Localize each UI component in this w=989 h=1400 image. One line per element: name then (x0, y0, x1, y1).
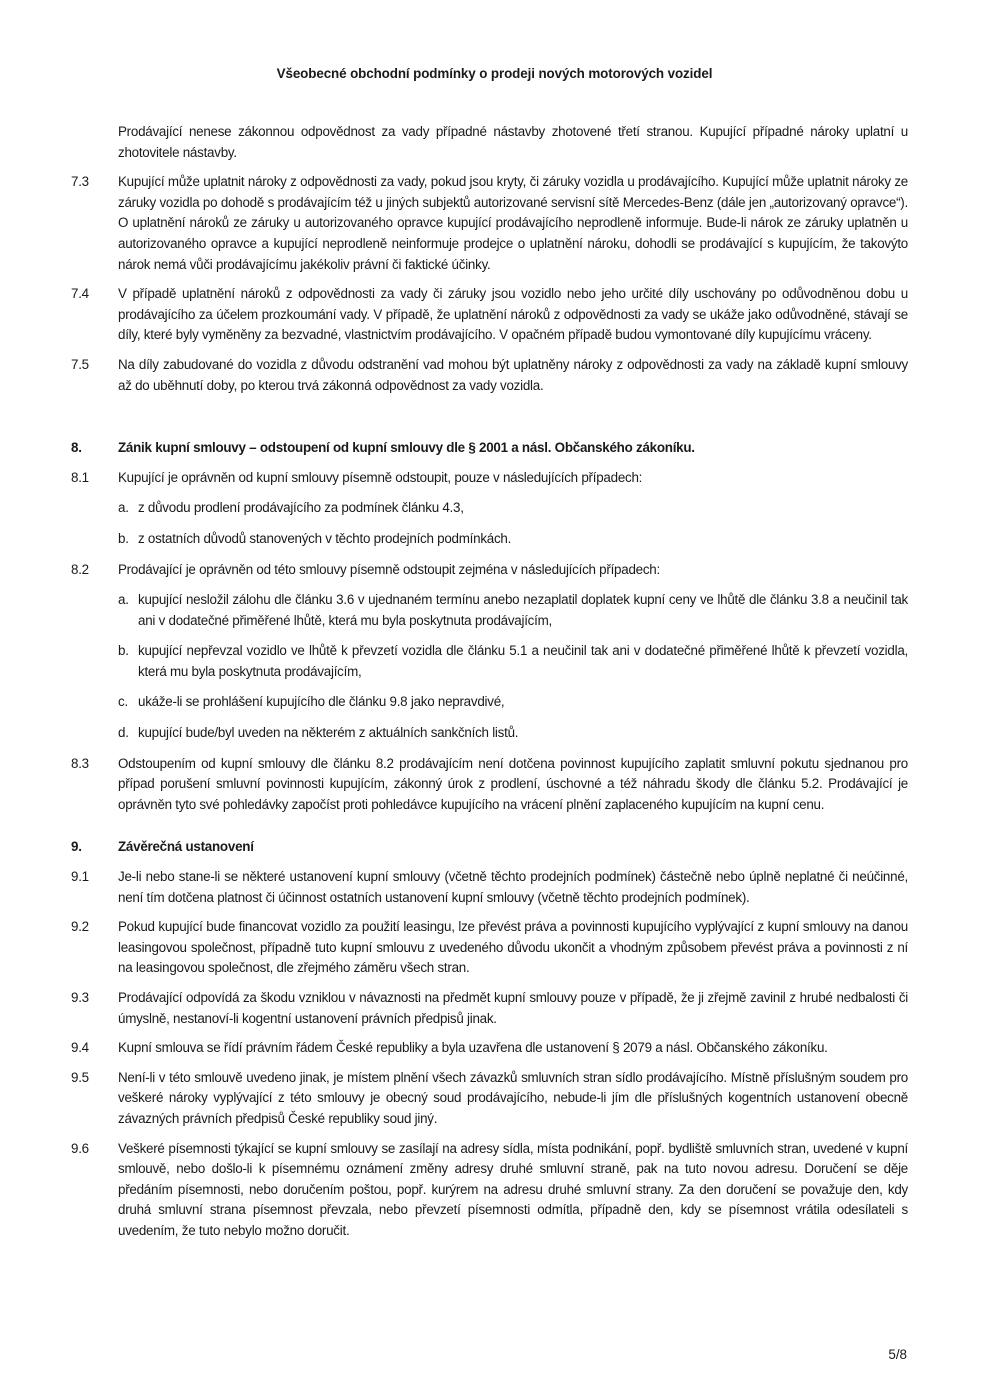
sub-item-8-2-c (118, 692, 908, 713)
clause-9-6 (71, 1139, 908, 1242)
clause-number: 9.3 (71, 990, 89, 1005)
sub-item-text: kupující bude/byl uveden na některém z aktuálních sankčních listů. (138, 725, 519, 741)
clause-text: Prodávající odpovídá za škodu vzniklou v návaznosti na předmět kupní smlouvy pouze v případě, že ji zřejmě zavinil z hrubé nedbalosti či úmyslně, nestanoví-li kogentní ustanovení právních předpisů jinak. (118, 990, 908, 1026)
sub-item-8-2-d (118, 723, 908, 744)
clause-9-1 (71, 867, 908, 908)
sub-item-label: d. (118, 725, 129, 741)
section-title: Zánik kupní smlouvy – odstoupení od kupní smlouvy dle § 2001 a násl. Občanského zákoníku. (118, 440, 695, 456)
clause-number: 7.5 (71, 356, 89, 372)
clause-9-3 (71, 988, 908, 1029)
sub-item-label: a. (118, 592, 129, 608)
document-body (71, 122, 908, 1242)
section-8-heading (71, 438, 908, 459)
clause-number: 7.3 (71, 174, 89, 190)
clause-7-4 (71, 284, 908, 346)
clause-text: Na díly zabudované do vozidla z důvodu odstranění vad mohou být uplatněny nároky z odpovědnosti za vady na základě kupní smlouvy až do uběhnutí doby, po kterou trvá zákonná odpovědnost za vady vozidla. (118, 356, 908, 393)
sub-item-8-1-a (118, 498, 908, 519)
clause-text: V případě uplatnění nároků z odpovědnosti za vady či záruky jsou vozidlo nebo jeho určité díly uschovány po odůvodněnou dobu u prodávajícího za účelem prozkoumání vady. V případě, že uplatnění nároků z odpovědnosti za vady se ukáže jako odůvodněné, stávají se díly, které byly vyměněny za bezvadné, vlastnictvím prodávajícího. V opačném případě budou vymontované díly kupujícímu vráceny. (118, 286, 908, 343)
clause-text: Kupující je oprávněn od kupní smlouvy písemně odstoupit, pouze v následujících případech: (118, 469, 643, 485)
sub-item-label: a. (118, 500, 129, 516)
section-title: Závěrečná ustanovení (118, 839, 254, 855)
sub-item-text: z důvodu prodlení prodávajícího za podmínek článku 4.3, (138, 500, 464, 516)
clause-text: Je-li nebo stane-li se některé ustanovení kupní smlouvy (včetně těchto prodejních podmínek) částečně nebo úplně neplatné či neúčinné, není tím dotčena platnost či účinnost ostatních ustanovení kupní smlouvy (včetně těchto prodejních podmínek). (118, 869, 908, 905)
clause-number: 9.4 (71, 1040, 89, 1056)
clause-9-5 (71, 1068, 908, 1130)
clause-number: 9.1 (71, 869, 89, 885)
clause-text: Veškeré písemnosti týkající se kupní smlouvy se zasílají na adresy sídla, místa podnikání, popř. bydliště smluvních stran, uvedené v kupní smlouvě, nebo došlo-li k písemnému oznámení změny adresy druhé smluvní straně, pak na tuto novou adresu. Doručení se děje předáním písemnosti, nebo doručením poštou, popř. kurýrem na adresu druhé smluvní strany. Za den doručení se považuje den, kdy druhá smluvní strana písemnost převzala, nebo převzetí písemnosti odmítla, případně den, kdy se písemnost vrátila odesílateli s uvedením, že tuto nebylo možno doručit. (118, 1140, 908, 1238)
page-number: 5/8 (888, 1347, 907, 1362)
sub-item-8-2-b (118, 641, 908, 682)
clause-text: Odstoupením od kupní smlouvy dle článku 8.2 prodávajícím není dotčena povinnost kupujícího zaplatit smluvní pokutu sjednanou pro případ porušení smluvní povinnosti kupujícím, zákonný úrok z prodlení, úschovné a též náhradu škody dle článku 5.2. Prodávající je oprávněn tyto své pohledávky započíst proti pohledávce kupujícího na vrácení plnění zaplaceného kupujícím na kupní cenu. (118, 755, 908, 812)
clause-8-2 (71, 560, 908, 581)
intro-paragraph (71, 122, 908, 163)
clause-number: 9.2 (71, 919, 89, 935)
clause-number: 8.1 (71, 469, 89, 485)
sub-item-label: b. (118, 643, 129, 659)
clause-text: Prodávající je oprávněn od této smlouvy písemně odstoupit zejména v následujících případech: (118, 561, 660, 577)
clause-9-2 (71, 917, 908, 979)
clause-number: 7.4 (71, 286, 89, 302)
sub-item-8-2-a (118, 590, 908, 631)
sub-item-label: c. (118, 694, 128, 710)
clause-text: Kupující může uplatnit nároky z odpovědnosti za vady, pokud jsou kryty, či záruky vozidla u prodávajícího. Kupující může uplatnit nároky ze záruky vozidla po dohodě s prodávajícím též u jiných subjektů autorizované servisní sítě Mercedes-Benz (dále jen „autorizovaný opravce“). O uplatnění nároků ze záruky u autorizovaného opravce kupující prodávajícího neprodleně informuje. Bude-li nárok ze záruky uplatněn u autorizovaného opravce a kupující neprodleně neinformuje prodejce o uplatnění nároku, dohodli se prodávající s kupujícím, že takovýto nárok nemá vůči prodávajícímu jakékoliv právní či faktické účinky. (118, 174, 908, 272)
clause-number: 9.6 (71, 1140, 89, 1156)
sub-item-text: kupující nesložil zálohu dle článku 3.6 v ujednaném termínu anebo nezaplatil doplatek kupní ceny ve lhůtě dle článku 3.8 a neučinil tak ani v dodatečné přiměřené lhůtě, která mu byla poskytnuta prodávajícím, (138, 592, 908, 628)
clause-8-1 (71, 468, 908, 489)
clause-9-4 (71, 1038, 908, 1059)
clause-number: 9.5 (71, 1069, 89, 1085)
paragraph-text: Prodávající nenese zákonnou odpovědnost za vady případné nástavby zhotovené třetí stranou. Kupující případné nároky uplatní u zhotovitele nástavby. (118, 124, 908, 160)
sub-item-8-1-b (118, 529, 908, 550)
section-number: 8. (71, 440, 82, 456)
clause-7-3 (71, 172, 908, 275)
sub-item-text: kupující nepřevzal vozidlo ve lhůtě k převzetí vozidla dle článku 5.1 a neučinil tak ani v dodatečné přiměřené lhůtě k převzetí vozidla, která mu byla poskytnuta prodávajícím, (138, 643, 908, 679)
sub-item-text: z ostatních důvodů stanovených v těchto prodejních podmínkách. (138, 530, 512, 546)
sub-item-text: ukáže-li se prohlášení kupujícího dle článku 9.8 jako nepravdivé, (138, 694, 505, 710)
clause-8-3 (71, 754, 908, 816)
section-9-heading (71, 837, 908, 858)
document-title: Všeobecné obchodní podmínky o prodeji nových motorových vozidel (276, 66, 713, 81)
sub-item-label: b. (118, 530, 129, 546)
clause-7-5 (71, 355, 908, 396)
clause-text: Kupní smlouva se řídí právním řádem České republiky a byla uzavřena dle ustanovení § 2079 a násl. Občanského zákoníku. (118, 1040, 828, 1056)
clause-number: 8.3 (71, 755, 89, 771)
section-number: 9. (71, 839, 82, 855)
clause-text: Pokud kupující bude financovat vozidlo za použití leasingu, lze převést práva a povinnosti kupujícího vyplývající z kupní smlouvy na danou leasingovou společnost, případně tuto kupní smlouvu z uvedeného důvodu ukončit a vhodným způsobem převést práva a povinnosti z ní na leasingovou společnost, dle zřejmého záměru všech stran. (118, 919, 908, 976)
clause-number: 8.2 (71, 561, 89, 577)
clause-text: Není-li v této smlouvě uvedeno jinak, je místem plnění všech závazků smluvních stran sídlo prodávajícího. Místně příslušným soudem pro veškeré nároky vyplývající z této smlouvy je obecný soud prodávajícího, nebude-li jím dle příslušných kogentních ustanovení obecně závazných právních předpisů České republiky soud jiný. (118, 1069, 908, 1126)
